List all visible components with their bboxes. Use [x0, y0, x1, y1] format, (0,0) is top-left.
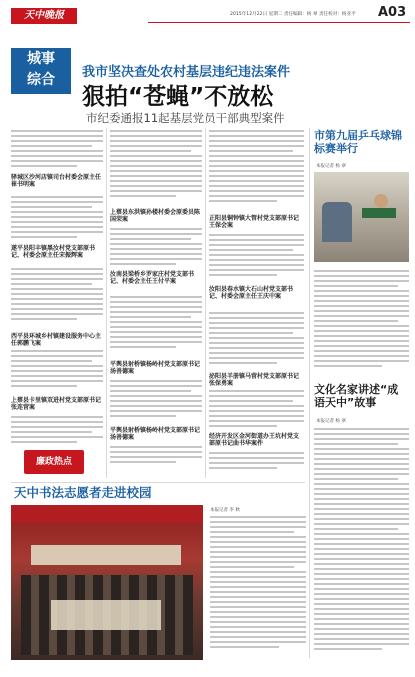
anti-corruption-stamp: 廉政热点	[24, 450, 84, 474]
case-heading: 平舆县射桥镇杨岭村党支部原书记汤善德案	[110, 427, 201, 441]
column-rule	[106, 128, 107, 478]
case-heading: 正阳县铜钟镇大管村党支部原书记王保会案	[209, 215, 300, 229]
main-headline: 狠拍“苍蝇”不放松	[82, 84, 274, 110]
body-text	[11, 350, 103, 394]
body-text	[209, 452, 304, 476]
sports-byline: 本报记者 杨 翠	[316, 164, 346, 169]
case-heading: 泌阳县羊册镇马营村党支部原书记张保勇案	[209, 373, 300, 387]
case-heading: 上蔡县东洪镇孙楼村委会原委员陈国荣案	[110, 209, 201, 223]
case-heading: 西平县环城乡村镇建设服务中心主任郭鹏飞案	[11, 333, 102, 347]
header-rule	[148, 22, 410, 23]
case-heading: 汝南县梁桥乡罗家庄村党支部书记、村委会主任王付平案	[110, 271, 195, 285]
case-heading: 经济开发区金河街道办王坑村党支部原书记曲书华案件	[209, 433, 300, 447]
case-heading: 上蔡县卡里镇双进村党支部原书记张连营案	[11, 397, 102, 411]
page-number: A03	[378, 5, 407, 20]
body-text	[11, 130, 103, 170]
body-text	[314, 270, 409, 380]
body-text	[110, 380, 202, 420]
case-heading: 驿城区沙河店镇司台村委会原主任崔书明案	[11, 174, 102, 188]
body-text	[314, 428, 409, 658]
culture-byline: 本报记者 杨 翠	[316, 419, 346, 424]
body-text	[110, 228, 202, 268]
case-heading: 平舆县射桥镇杨岭村党支部原书记汤善德案	[110, 361, 201, 375]
bottom-byline: 本报记者 李 秋	[210, 508, 240, 513]
culture-headline: 文化名家讲述“成语天中”故事	[314, 383, 399, 409]
section-label	[11, 48, 71, 94]
body-text	[11, 196, 103, 244]
body-text	[110, 130, 202, 208]
body-text	[11, 416, 103, 446]
section-label-line2: 综合	[27, 72, 55, 88]
body-text	[209, 130, 304, 212]
case-heading: 汝阳县春水镇大石山村党支部书记、村委会原主任王庆中案	[209, 286, 294, 300]
column-rule	[205, 128, 206, 478]
date-line: 2015年12月22日 星期二 责任编辑：杨 翠 责任校对：杨亚平	[230, 12, 356, 17]
main-kicker: 我市坚决查处农村基层违纪违法案件	[82, 65, 291, 80]
body-text	[209, 390, 304, 430]
sports-headline: 市第九届乒乓球锦标赛举行	[314, 129, 402, 155]
classroom-photo	[11, 505, 203, 660]
bottom-rule	[11, 482, 305, 483]
section-label-line1: 城事	[27, 51, 55, 67]
case-heading: 遂平县阳丰镇黑汝村党支部原书记、村委会原主任宋振辉案	[11, 245, 96, 259]
main-subhead: 市纪委通报11起基层党员干部典型案件	[86, 111, 285, 125]
bottom-headline: 天中书法志愿者走进校园	[14, 485, 152, 500]
body-text	[210, 516, 306, 656]
body-text	[110, 446, 202, 470]
body-text	[209, 234, 304, 284]
body-text	[11, 268, 103, 330]
column-rule	[309, 128, 310, 658]
newspaper-logo: 天中晚报	[11, 8, 77, 24]
sports-photo	[314, 172, 409, 262]
body-text	[110, 296, 202, 356]
body-text	[209, 312, 304, 372]
